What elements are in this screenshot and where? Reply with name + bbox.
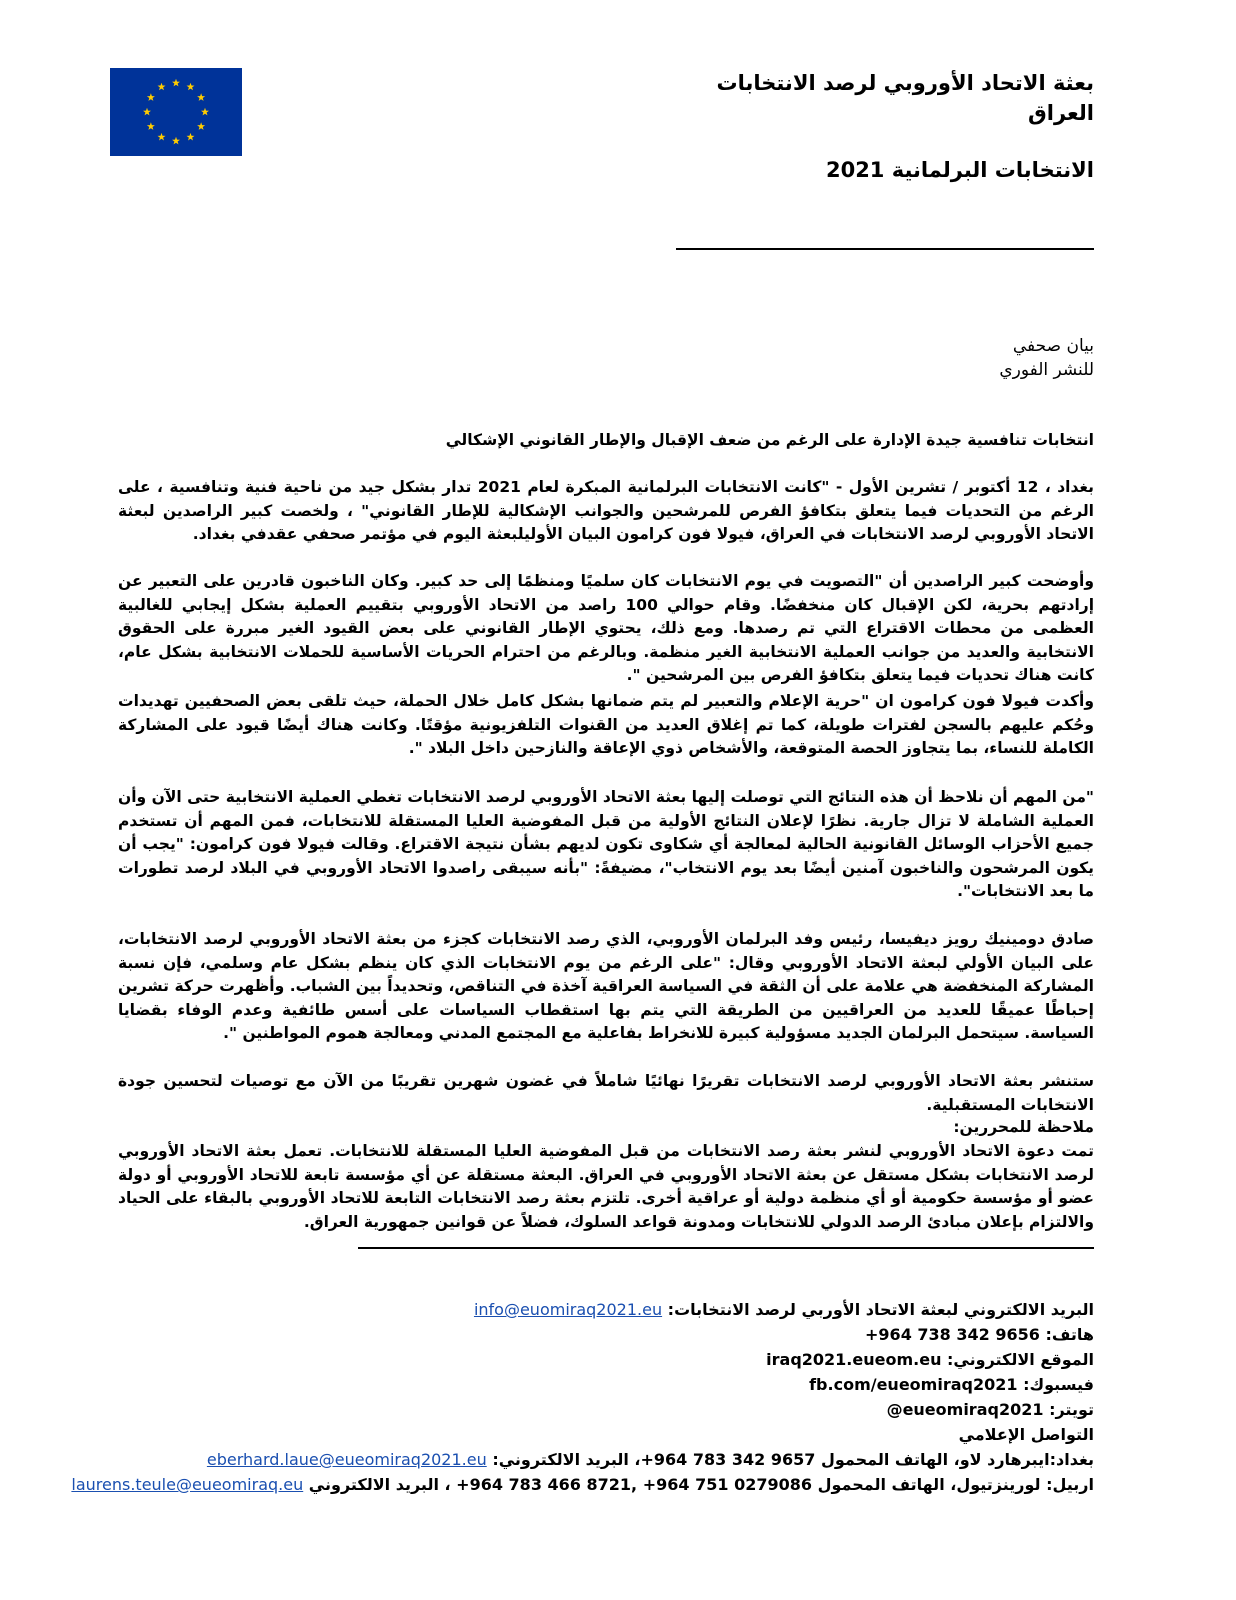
body-paragraph-6: ستنشر بعثة الاتحاد الأوروبي لرصد الانتخابات تقريرًا نهائيًا شاملاً في غضون شهرين تقريبًا من الآن مع توصيات لتحسين جودة الانتخابات المستقبلية. <box>118 1072 1094 1114</box>
body-paragraph-1: بغداد ، 12 أكتوبر / تشرين الأول - "كانت الانتخابات البرلمانية المبكرة لعام 2021 تدار بشكل جيد من ناحية فنية وتنافسية ، على الرغم من التحديات فيما يتعلق بتكافؤ الفرص للمرشحين والجوانب الإشكالية للإطار القانوني" ، ولخصت كبير الراصدين لبعثة الاتحاد الأوروبي لرصد الانتخابات في العراق، فيولا فون كرامون البيان الأوليلبعثة اليوم في مؤتمر صحفي عقدفي بغداد. <box>118 478 1094 543</box>
contact-email-label: البريد الالكتروني لبعثة الاتحاد الأوربي لرصد الانتخابات: <box>667 1300 1094 1319</box>
contact-website-label: الموقع الالكتروني: <box>947 1350 1094 1369</box>
release-note: للنشر الفوري <box>999 360 1094 380</box>
press-label: بيان صحفي <box>1012 336 1094 356</box>
contact-website: iraq2021.eueom.eu <box>766 1350 942 1369</box>
contact-facebook-label: فيسبوك: <box>1023 1375 1094 1394</box>
org-country: العراق <box>1028 101 1094 125</box>
star-icon <box>197 93 205 101</box>
body-paragraph-5: صادق دومينيك رويز ديفيسا، رئيس وفد البرلمان الأوروبي، الذي رصد الانتخابات كجزء من بعثة الاتحاد الأوروبي لرصد الانتخابات، على البيان الأولي لبعثة الاتحاد الأوروبي وقال: "على الرغم من يوم الانتخابات الذي كان ينظم بشكل عام وسلمي، فإن نسبة المشاركة المنخفضة هي علامة على أن الثقة في السياسة العراقية آخذة في التناقص، وتحديداً بين الشباب. وأظهرت حركة تشرين إحباطًا عميقًا للعديد من العراقيين من الطريقة التي يتم بها استقطاب السياسات على أسس طائفية وعدم الوفاء بقضايا السياسة. سيتحمل البرلمان الجديد مسؤولية كبيرة للانخراط بفاعلية مع المجتمع المدني ومعالجة هموم المواطنين ". <box>118 930 1094 1042</box>
star-icon <box>143 108 151 116</box>
star-icon <box>187 133 195 141</box>
eu-flag-logo <box>110 68 242 156</box>
star-icon <box>158 83 166 91</box>
erbil-contact-text: اربيل: لورينزتيول، الهاتف المحمول 0279086 751 964+ ,8721 466 783 964+ ، البريد الالكتروني <box>308 1475 1094 1494</box>
contact-phone-row <box>865 1321 1094 1348</box>
baghdad-email-link[interactable]: eberhard.laue@eueomiraq2021.eu <box>206 1450 487 1469</box>
star-icon <box>172 79 180 87</box>
star-icon <box>147 93 155 101</box>
media-contact-label: التواصل الإعلامي <box>958 1425 1094 1444</box>
contact-website-row <box>766 1346 1094 1373</box>
contact-twitter-label: تويتر: <box>1049 1400 1094 1419</box>
election-title: الانتخابات البرلمانية 2021 <box>825 158 1094 182</box>
contact-twitter: @eueomiraq2021 <box>886 1400 1044 1419</box>
footer-divider <box>358 1247 1094 1249</box>
body-paragraph-4: "من المهم أن نلاحظ أن هذه النتائج التي توصلت إليها بعثة الاتحاد الأوروبي لرصد الانتخابات تغطي العملية الانتخابية حتى الآن وأن العملية الشاملة لا تزال جارية. نظرًا لإعلان النتائج الأولية من قبل المفوضية العليا المستقلة للانتخابات، فمن المهم أن تستخدم جميع الأحزاب الوسائل القانونية الحالية لمعالجة أي شكاوى تكون لديهم بشأن نتيجة الاقتراع. وقالت فيولا فون كرامون: "يجب أن يكون المرشحون والناخبون آمنين أيضًا بعد يوم الانتخاب"، مضيفةً: "بأنه سيبقى راصدوا الاتحاد الأوروبي في البلاد لرصد تطورات ما بعد الانتخابات". <box>118 788 1094 900</box>
contact-facebook-row <box>809 1371 1094 1398</box>
editors-note-text: تمت دعوة الاتحاد الأوروبي لنشر بعثة رصد الانتخابات من قبل المفوضية العليا المستقلة للانتخابات. تعمل بعثة الاتحاد الأوروبي لرصد الانتخابات بشكل مستقل عن بعثة الاتحاد الأوروبي في العراق. البعثة مستقلة عن أي مؤسسة تابعة للاتحاد الأوروبي أو دولة عضو أو مؤسسة حكومية أو أي منظمة دولية أو عراقية أخرى. تلتزم بعثة رصد الانتخابات التابعة للاتحاد الأوروبي بالبقاء على الحياد والالتزام بإعلان مبادئ الرصد الدولي للانتخابات ومدونة قواعد السلوك، فضلاً عن قوانين جمهورية العراق. <box>118 1142 1094 1231</box>
contact-facebook: fb.com/eueomiraq2021 <box>809 1375 1018 1394</box>
body-paragraph-2: وأوضحت كبير الراصدين أن "التصويت في يوم الانتخابات كان سلميًا ومنظمًا إلى حد كبير. وكان الناخبون قادرين على التعبير عن إرادتهم بحرية، لكن الإقبال كان منخفضًا. وقام حوالي 100 راصد من الاتحاد الأوروبي بتقييم العملية بشكل إيجابي للغالبية العظمى من محطات الاقتراع التي تم رصدها. ومع ذلك، يحتوي الإطار القانوني على بعض القيود الغير مبررة على الحقوق الانتخابية والعديد من جوانب العملية الانتخابية الغير منظمة. وبالرغم من احترام الحريات الأساسية للحملات الانتخابية بشكل عام، كانت هناك تحديات فيما يتعلق بتكافؤ الفرص بين المرشحين ". <box>118 572 1095 684</box>
star-icon <box>197 122 205 130</box>
contact-twitter-row <box>887 1396 1094 1423</box>
editors-note-label: ملاحظة للمحررين: <box>953 1118 1094 1136</box>
erbil-email-link[interactable]: laurens.teule@eueomiraq.eu <box>71 1475 304 1494</box>
star-icon <box>187 83 195 91</box>
star-icon <box>158 133 166 141</box>
headline: انتخابات تنافسية جيدة الإدارة على الرغم من ضعف الإقبال والإطار القانوني الإشكالي <box>445 431 1094 449</box>
contact-email-link[interactable]: info@euomiraq2021.eu <box>473 1300 663 1319</box>
contact-phone: +964 738 342 9656 <box>865 1325 1040 1344</box>
org-name: بعثة الاتحاد الأوروبي لرصد الانتخابات <box>716 71 1094 95</box>
baghdad-contact-row <box>207 1446 1094 1473</box>
contact-phone-label: هاتف: <box>1045 1325 1094 1344</box>
star-icon <box>201 108 209 116</box>
header-divider <box>676 248 1094 250</box>
contact-email-row <box>474 1296 1094 1323</box>
erbil-contact-row <box>71 1471 1094 1498</box>
star-icon <box>147 122 155 130</box>
eu-stars-icon <box>110 68 242 156</box>
baghdad-contact-text: بغداد:ايبرهارد لاو، الهاتف المحمول 9657 342 783 964+، البريد الالكتروني: <box>492 1450 1094 1469</box>
body-paragraph-3: وأكدت فيولا فون كرامون ان "حرية الإعلام والتعبير لم يتم ضمانها بشكل كامل خلال الحملة، حيث تلقى بعض الصحفيين تهديدات وحُكم عليهم بالسجن لفترات طويلة، كما تم إغلاق العديد من القنوات التلفزيونية مؤقتًا. وكانت هناك أيضًا قيود على المشاركة الكاملة للنساء، بما يتجاوز الحصة المتوقعة، والأشخاص ذوي الإعاقة والنازحين داخل البلاد ". <box>118 692 1094 757</box>
star-icon <box>172 137 180 145</box>
